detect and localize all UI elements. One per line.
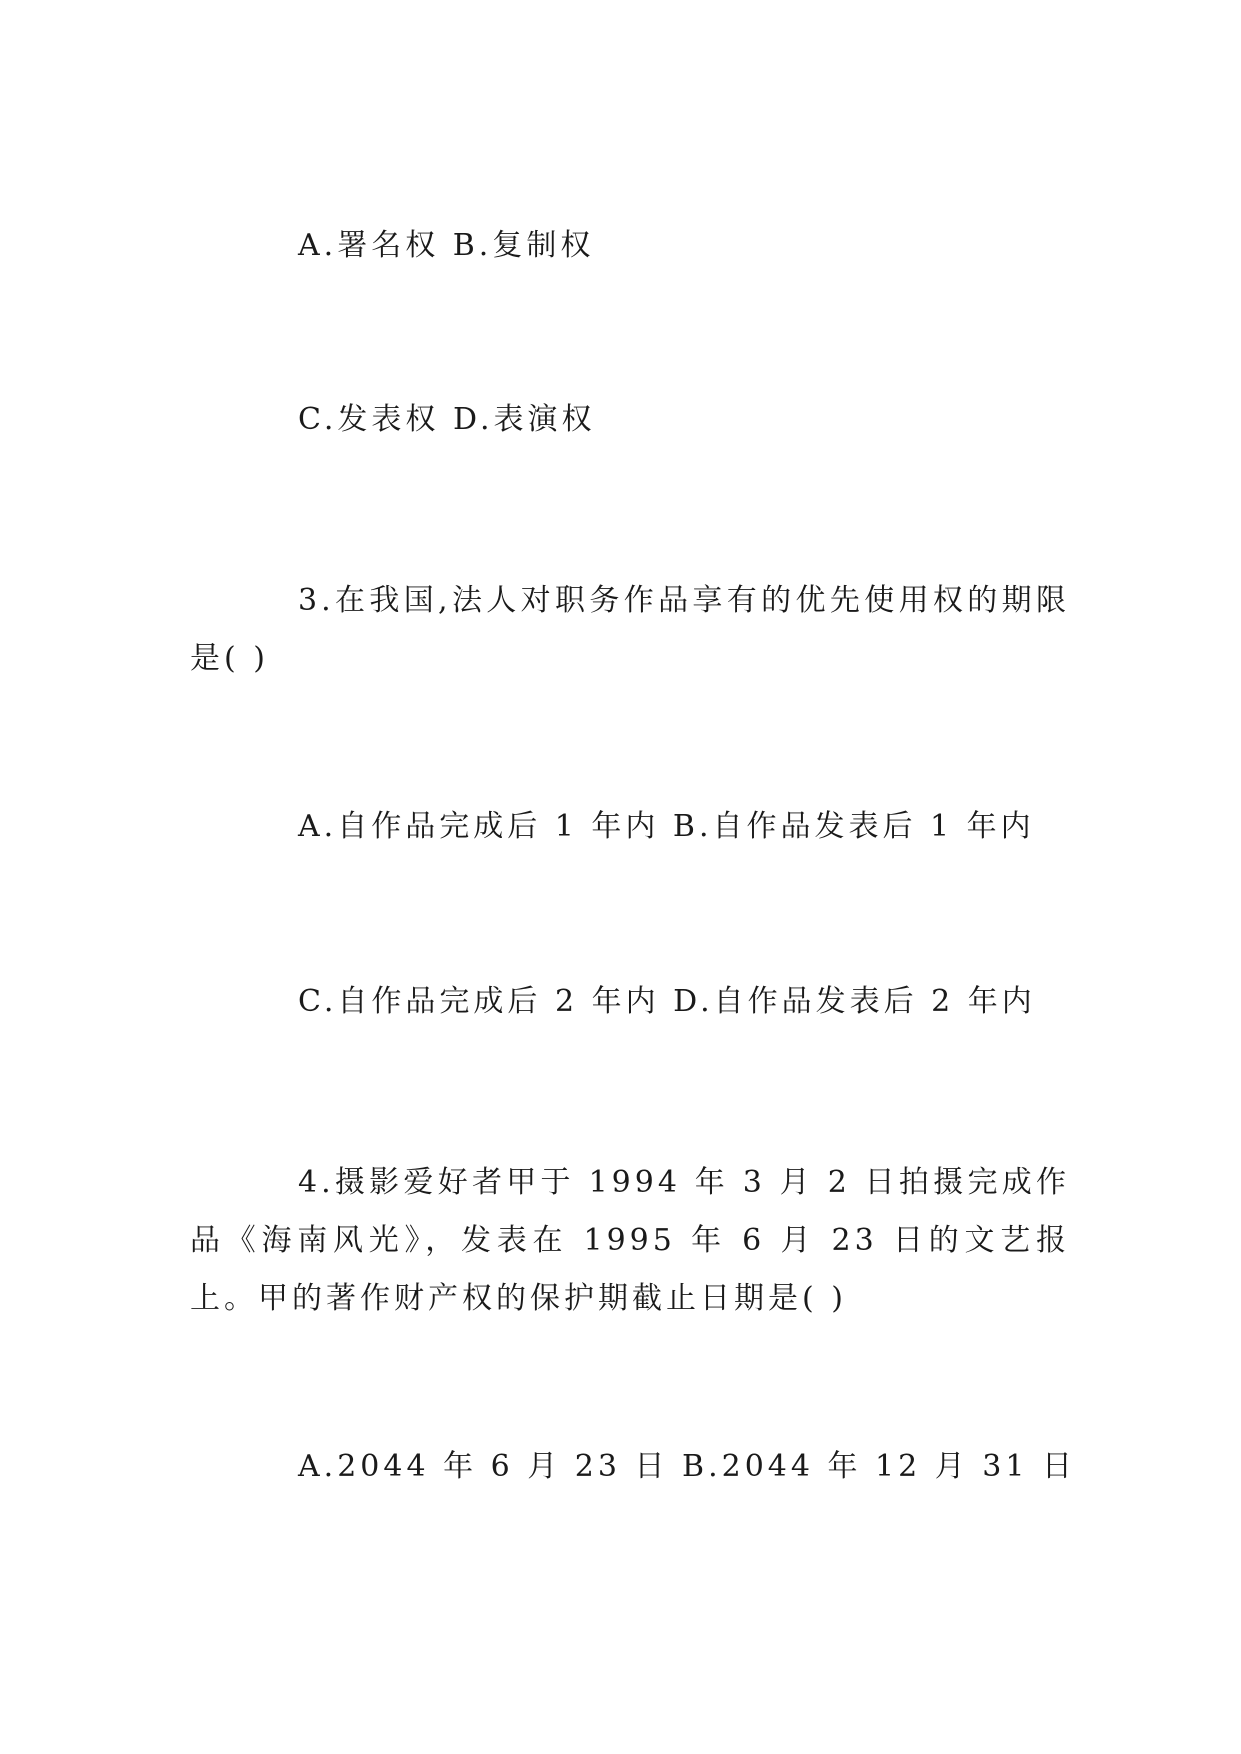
options-q3-cd: C.自作品完成后 2 年内 D.自作品发表后 2 年内 [298,984,1036,1019]
options-q3-ab: A.自作品完成后 1 年内 B.自作品发表后 1 年内 [298,809,1035,844]
question-3: 3.在我国,法人对职务作品享有的优先使用权的期限是( ) [190,583,1070,676]
options-q2-cd: C.发表权 D.表演权 [298,402,596,437]
options-q2-ab: A.署名权 B.复制权 [298,228,595,263]
question-4: 4.摄影爱好者甲于 1994 年 3 月 2 日拍摄完成作品《海南风光》，发表在 1995 年 6 月 23 日的文艺报上。甲的著作财产权的保护期截止日期是( ) [190,1165,1070,1316]
options-q4-ab: A.2044 年 6 月 23 日 B.2044 年 12 月 31 日 [298,1449,1076,1484]
